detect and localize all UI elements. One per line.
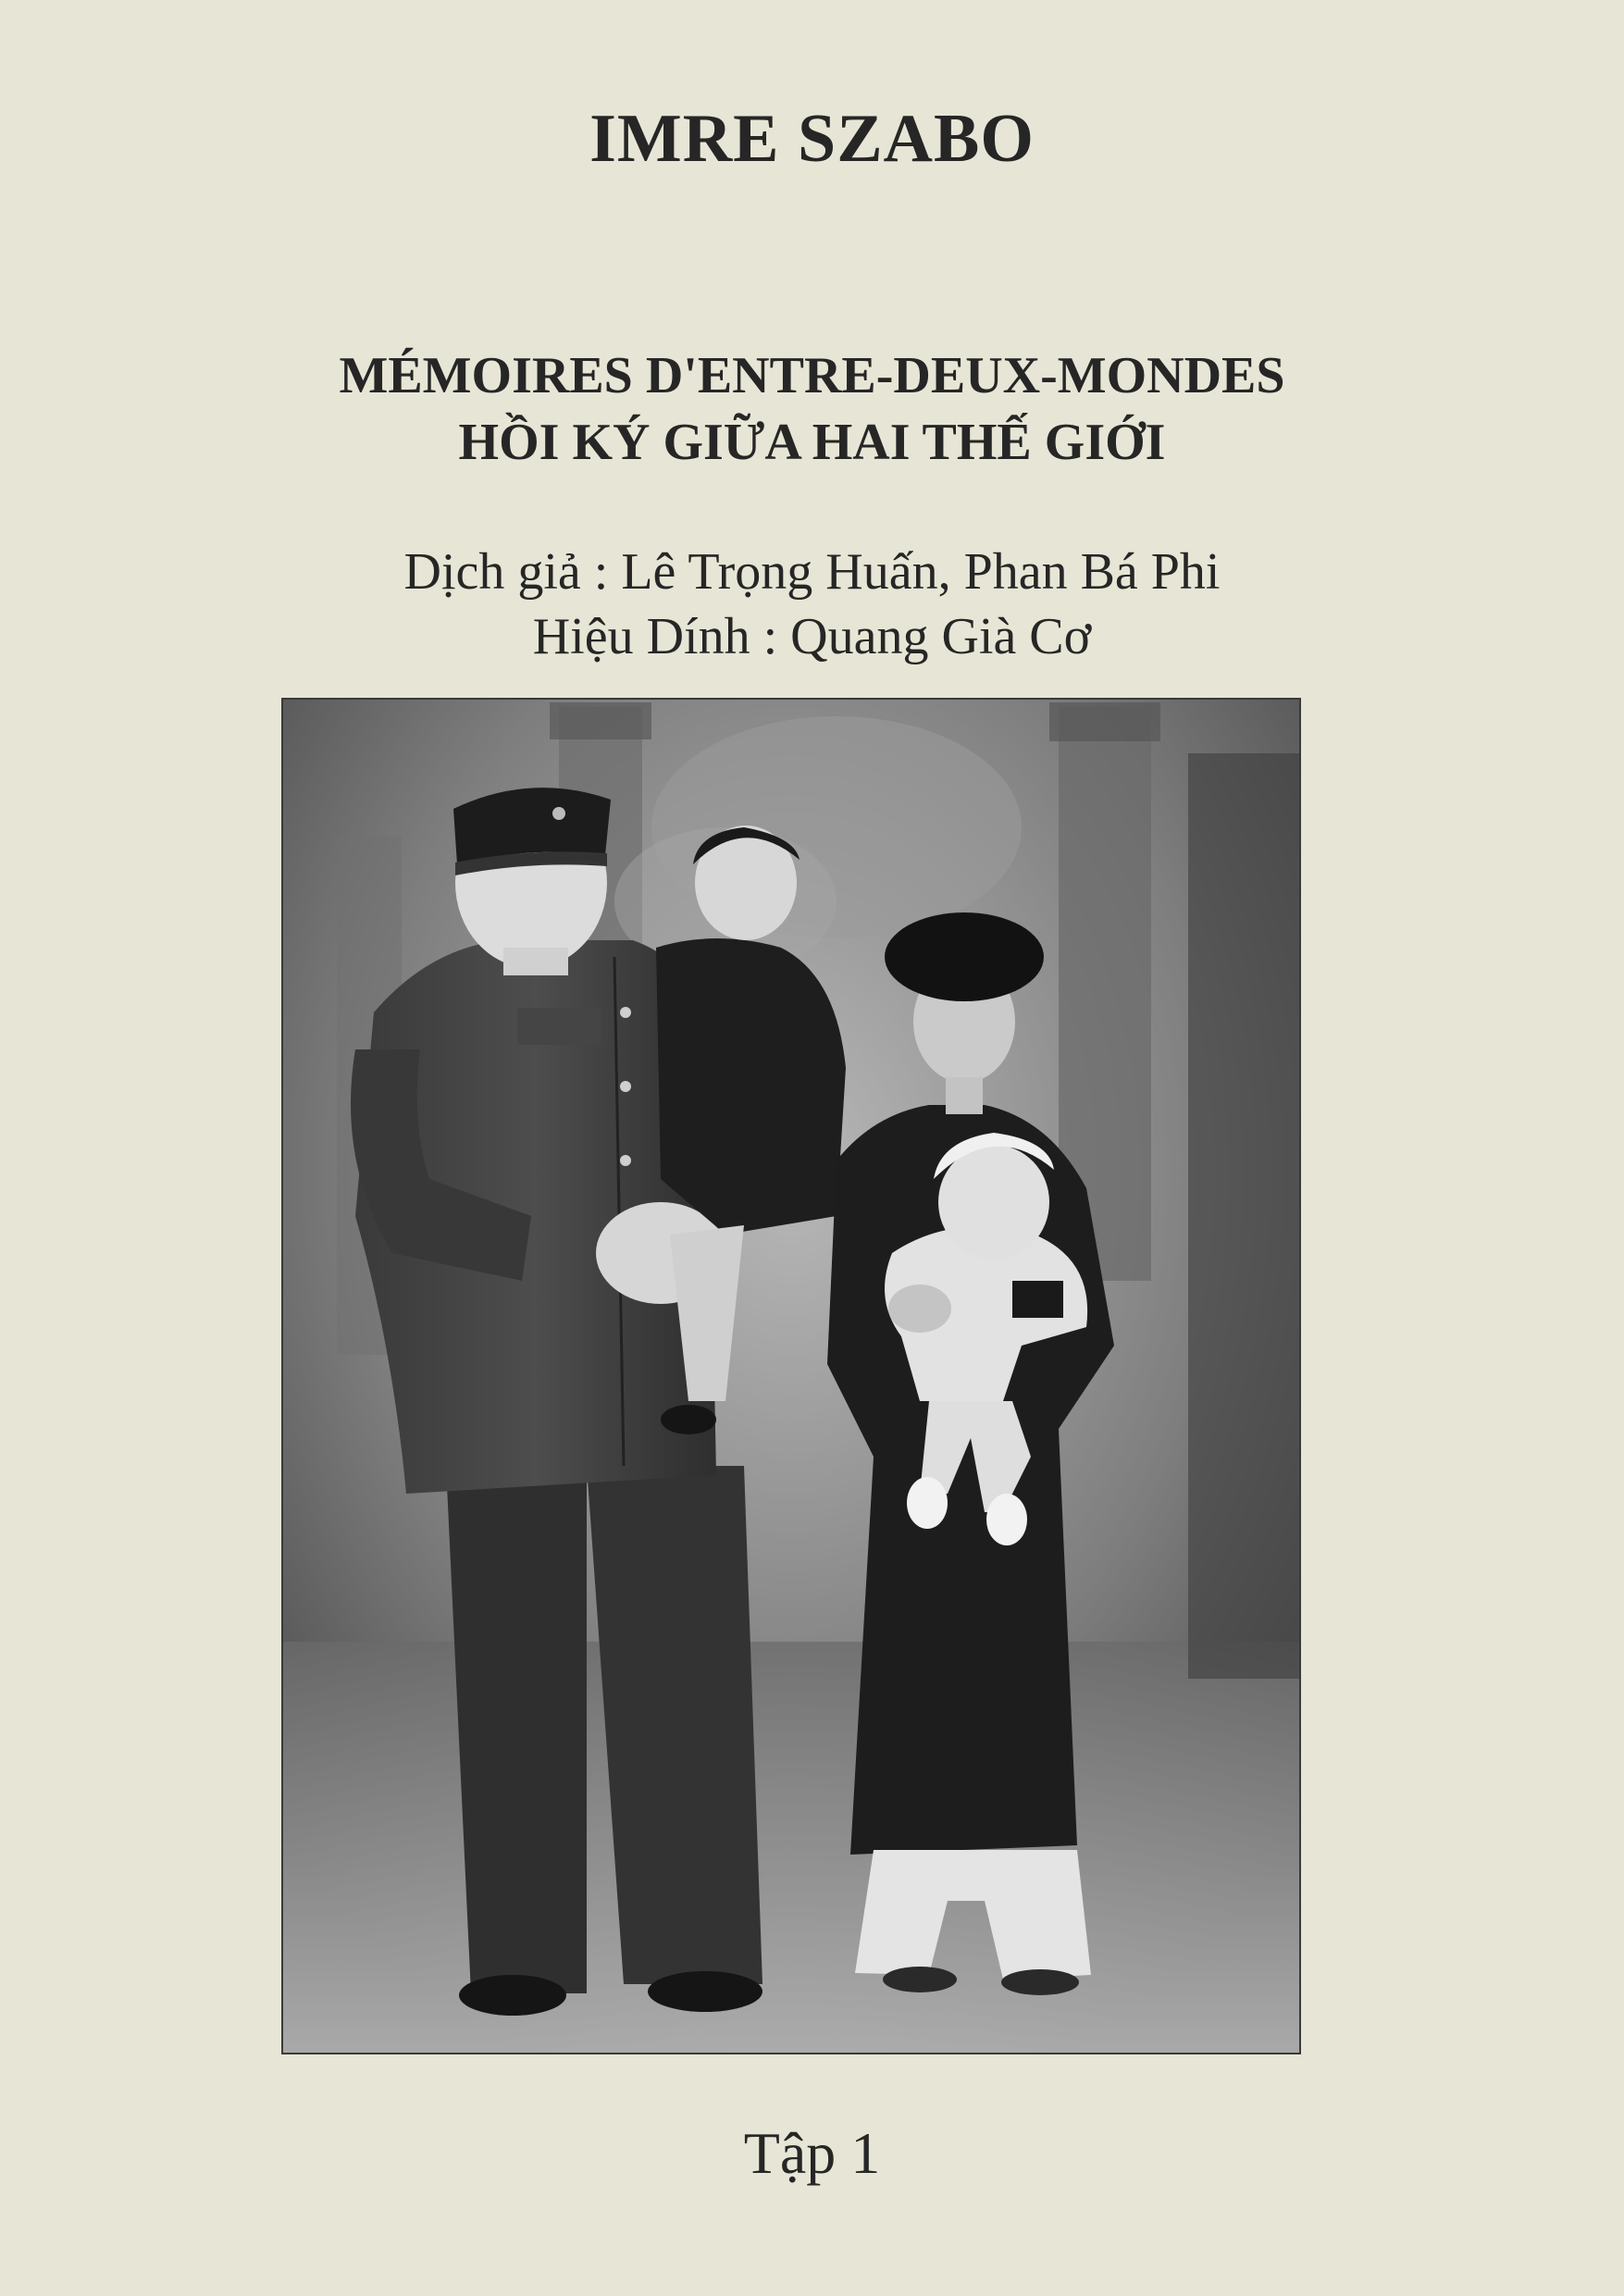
author-name: IMRE SZABO (589, 101, 1035, 177)
title-french: MÉMOIRES D'ENTRE-DEUX-MONDES (339, 347, 1285, 404)
volume-label: Tập 1 (743, 2120, 881, 2186)
editor-credit: Hiệu Dính : Quang Già Cơ (532, 608, 1092, 665)
translators-credit: Dịch giả : Lê Trọng Huấn, Phan Bá Phi (403, 543, 1221, 601)
family-portrait-photo (281, 698, 1301, 2054)
title-vietnamese: HỒI KÝ GIỮA HAI THẾ GIỚI (458, 414, 1166, 471)
